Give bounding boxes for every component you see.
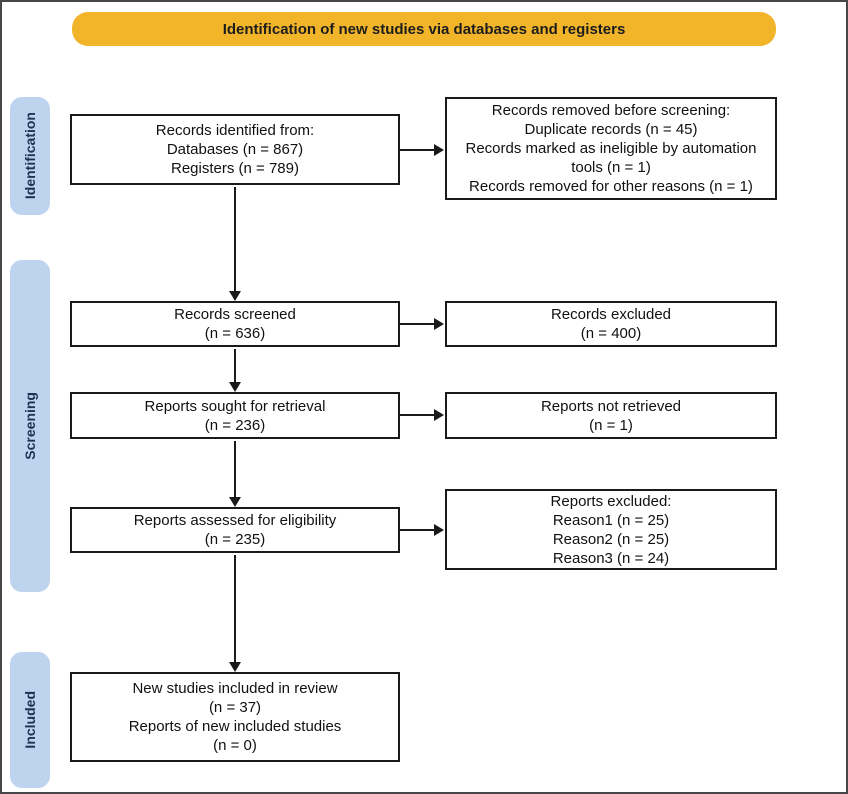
box-reports-sought — [70, 392, 400, 439]
box-line: New studies included in review — [132, 680, 338, 697]
box-records-excluded — [445, 301, 777, 347]
box-line: Registers (n = 789) — [171, 160, 299, 177]
box-line: Records screened — [174, 306, 296, 323]
box-line: Records identified from: — [155, 122, 315, 139]
box-reports-assessed — [70, 507, 400, 553]
stage-label-screening-text: Screening — [22, 392, 38, 460]
arrow-right-sought-to-not-retrieved — [400, 414, 434, 416]
box-line: Reports of new included studies — [128, 718, 342, 735]
box-line: Records removed before screening: — [491, 102, 731, 119]
box-reports-not-retrieved — [445, 392, 777, 439]
box-line: Databases (n = 867) — [166, 141, 304, 158]
arrow-right-identified-to-removed — [400, 149, 434, 151]
box-line: Reports not retrieved — [540, 397, 682, 415]
box-line: (n = 1) — [589, 416, 633, 434]
stage-label-identification — [10, 97, 50, 215]
box-line: (n = 37) — [208, 699, 262, 716]
arrow-down-screened-to-sought — [234, 349, 236, 382]
arrow-down-identified-to-screened — [234, 187, 236, 291]
box-records-removed — [445, 97, 777, 200]
box-line: Reason2 (n = 25) — [552, 530, 670, 548]
box-line: (n = 236) — [204, 416, 266, 434]
box-new-studies-included — [70, 672, 400, 762]
box-line: Reports sought for retrieval — [144, 397, 326, 415]
box-line: Records excluded — [550, 306, 672, 323]
arrow-right-screened-to-excluded — [400, 323, 434, 325]
arrow-down-assessed-to-included — [234, 555, 236, 662]
banner-title: Identification of new studies via databases and registers — [72, 12, 776, 46]
arrow-down-sought-to-assessed — [234, 441, 236, 497]
box-line: Reason1 (n = 25) — [552, 511, 670, 529]
box-line: (n = 235) — [204, 531, 266, 548]
box-line: Reason3 (n = 24) — [552, 549, 670, 567]
box-records-screened — [70, 301, 400, 347]
box-line: Records removed for other reasons (n = 1) — [469, 178, 753, 195]
box-line: Duplicate records (n = 45) — [524, 121, 698, 138]
box-line: Reports excluded: — [550, 492, 672, 510]
arrow-right-assessed-to-reports-excluded — [400, 529, 434, 531]
box-line: (n = 400) — [580, 325, 642, 342]
box-line: (n = 0) — [213, 737, 257, 754]
box-records-identified — [70, 114, 400, 185]
box-reports-excluded — [445, 489, 777, 570]
stage-label-screening — [10, 260, 50, 592]
box-line: Reports assessed for eligibility — [133, 512, 337, 529]
box-line: (n = 636) — [204, 325, 266, 342]
stage-label-identification-text: Identification — [22, 112, 38, 200]
box-line: Records marked as ineligible by automation tools (n = 1) — [465, 140, 757, 176]
stage-label-included-text: Included — [22, 691, 38, 749]
stage-label-included — [10, 652, 50, 788]
